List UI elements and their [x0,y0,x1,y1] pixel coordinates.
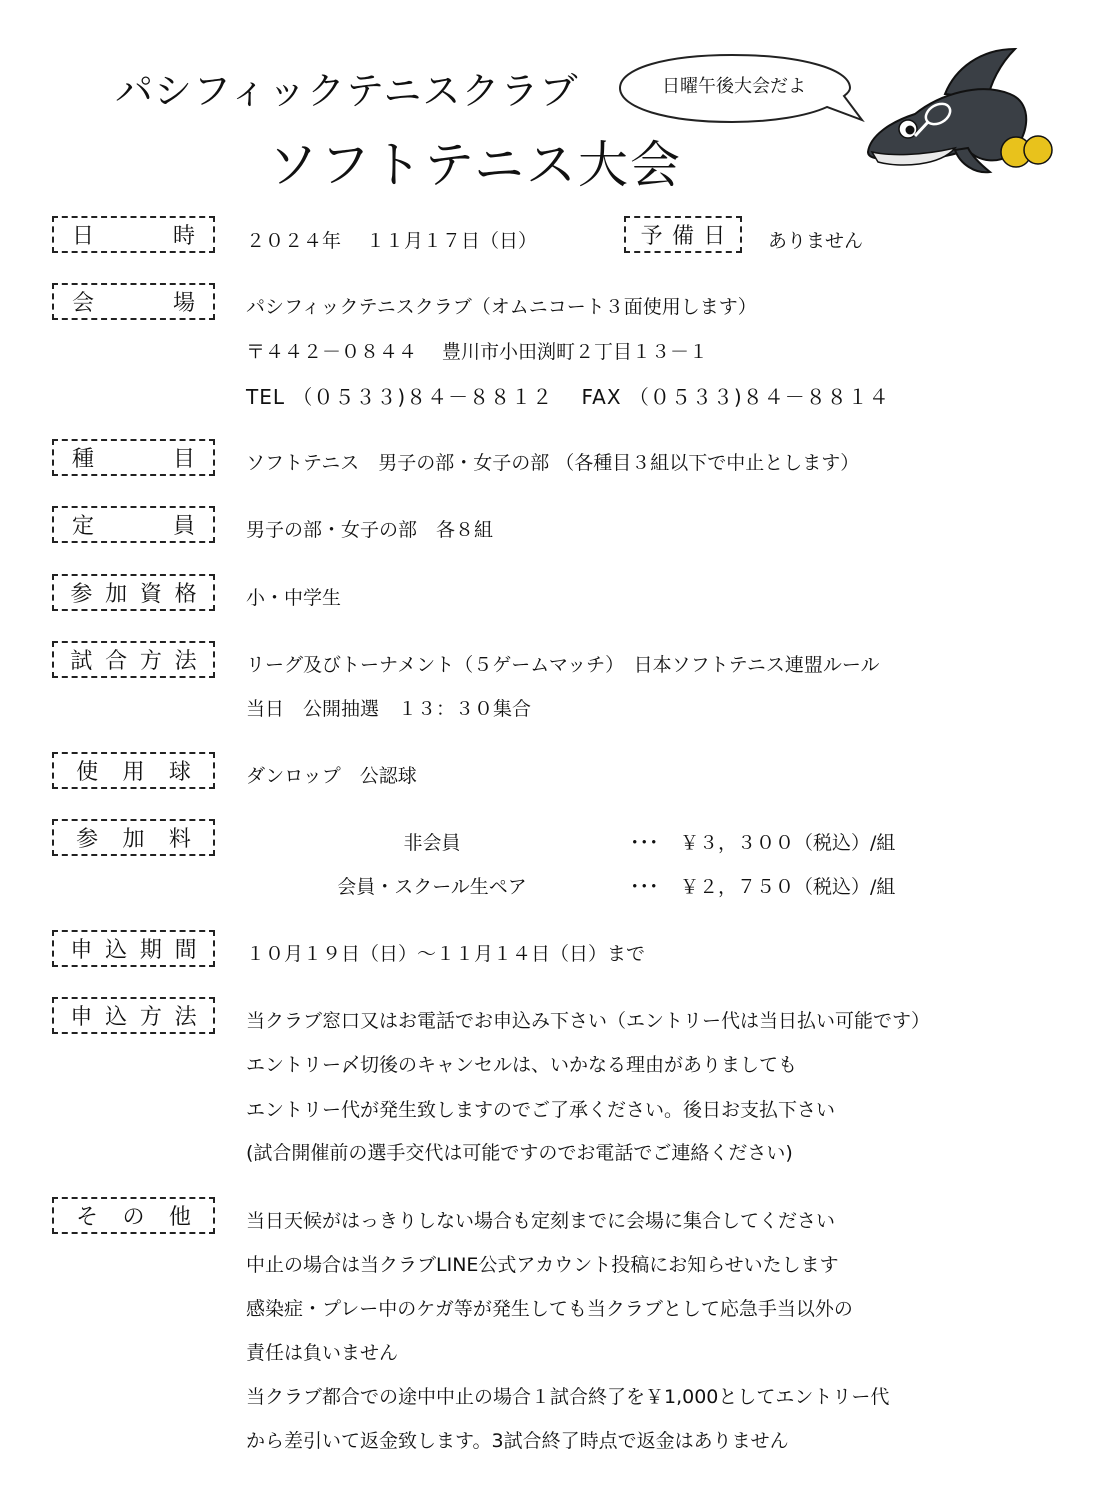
method-line: 当クラブ窓口又はお電話でお申込み下さい（エントリー代は当日払い可能です） [246,1010,931,1032]
events-value: ソフトテニス 男子の部・女子の部 （各種目３組以下で中止とします） [246,452,860,474]
fee-row-dots: ･･･ [630,832,659,854]
venue-line: 〒４４２－０８４４ 豊川市小田渕町２丁目１３－１ [246,341,709,363]
label-venue: 会 場 [52,283,215,320]
other-line: 責任は負いません [246,1342,399,1364]
capacity-value: 男子の部・女子の部 各８組 [246,519,494,541]
label-datetime: 日 時 [52,216,215,253]
label-other: そ の 他 [52,1197,215,1234]
fee-row-dots: ･･･ [630,876,659,898]
eligibility-value: 小・中学生 [246,587,342,609]
other-line: 当日天候がはっきりしない場合も定刻までに会場に集合してください [246,1210,836,1232]
datetime-value: ２０２４年 １１月１７日（日） [246,230,538,252]
label-fee: 参 加 料 [52,819,215,856]
label-format: 試 合 方 法 [52,641,215,678]
other-line: 当クラブ都合での途中中止の場合１試合終了を￥1,000としてエントリー代 [246,1386,890,1408]
fee-row-price: ￥２，７５０（税込）/組 [680,876,896,898]
reserve-day-value: ありません [768,230,864,252]
fee-row-name: 非会員 [403,832,461,854]
other-line: 感染症・プレー中のケガ等が発生しても当クラブとして応急手当以外の [246,1298,853,1320]
period-value: １０月１９日（日）～１１月１４日（日）まで [246,943,646,965]
dolphin-tennis-mascot-icon [860,44,1060,179]
label-ball: 使 用 球 [52,752,215,789]
label-application-period: 申 込 期 間 [52,930,215,967]
venue-line: パシフィックテニスクラブ（オムニコート３面使用します） [246,296,757,318]
method-line: エントリー〆切後のキャンセルは、いかなる理由がありましても [246,1054,798,1076]
label-application-method: 申 込 方 法 [52,997,215,1034]
club-name: パシフィックテニスクラブ [115,69,579,113]
label-events: 種 目 [52,439,215,476]
format-line: リーグ及びトーナメント（５ゲームマッチ） 日本ソフトテニス連盟ルール [246,654,880,676]
format-line: 当日 公開抽選 １３：３０集合 [246,698,532,720]
fee-row-price: ￥３，３００（税込）/組 [680,832,896,854]
method-line: (試合開催前の選手交代は可能ですのでお電話でご連絡ください) [246,1142,793,1164]
event-title: ソフトテニス大会 [268,136,682,194]
label-capacity: 定 員 [52,506,215,543]
other-line: 中止の場合は当クラブLINE公式アカウント投稿にお知らせいたします [246,1254,839,1276]
label-eligibility: 参 加 資 格 [52,574,215,611]
method-line: エントリー代が発生致しますのでご了承ください。後日お支払下さい [246,1099,836,1121]
ball-value: ダンロップ 公認球 [246,765,417,787]
label-reserve-day: 予 備 日 [624,216,742,253]
venue-line: TEL （０５３３)８４－８８１２ FAX （０５３３)８４－８８１４ [246,385,890,409]
speech-bubble-text: 日曜午後大会だよ [662,76,806,97]
other-line: から差引いて返金致します。3試合終了時点で返金はありません [246,1430,789,1452]
fee-row-name: 会員・スクール生ペア [337,876,527,898]
